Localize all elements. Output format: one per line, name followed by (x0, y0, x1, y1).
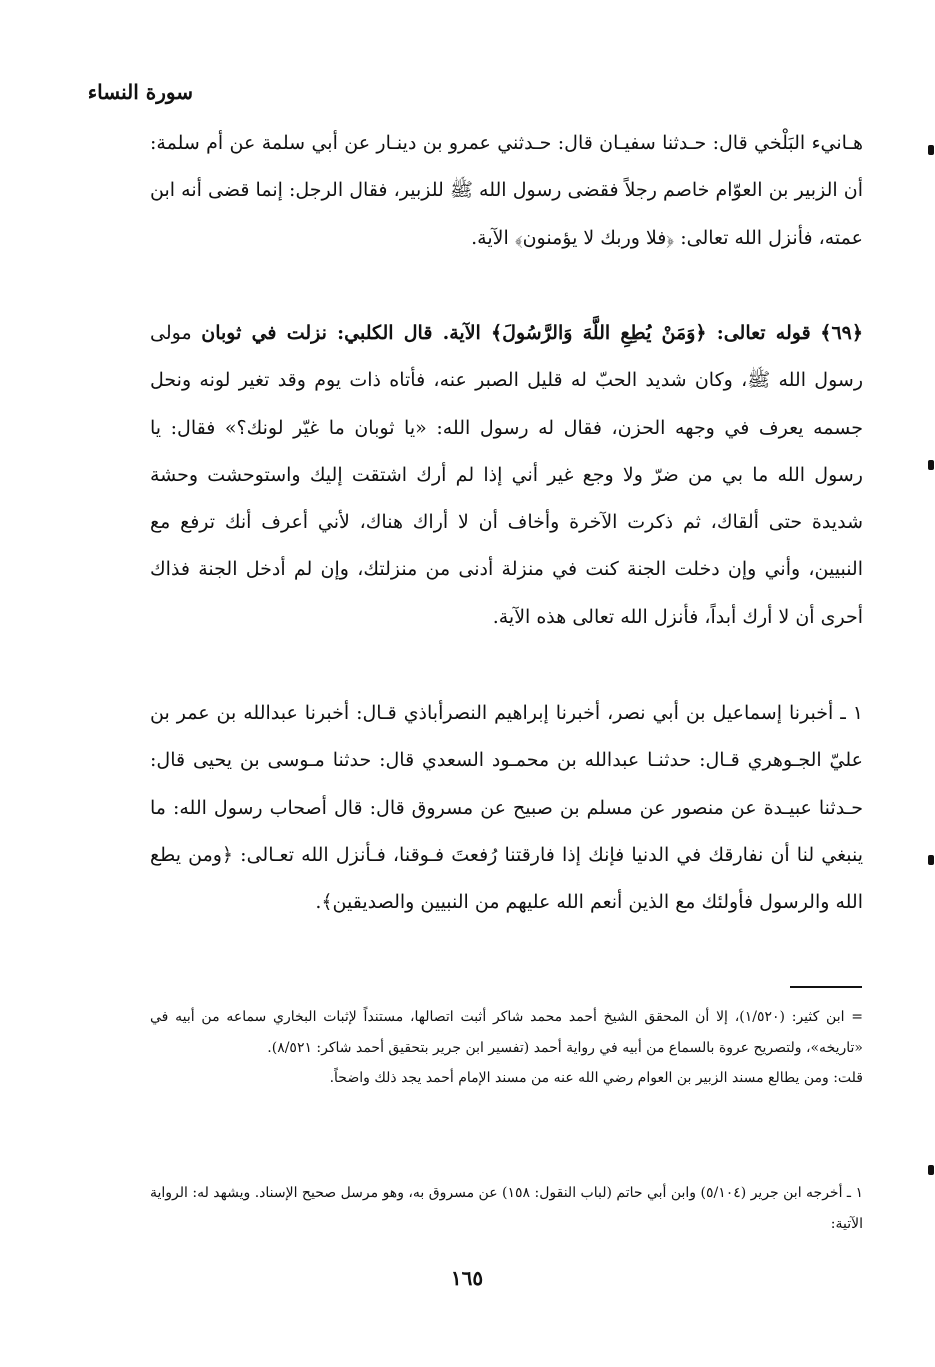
paragraph-2-text (150, 310, 863, 641)
margin-mark (928, 855, 934, 865)
footnote-1 (150, 1178, 863, 1239)
paragraph-1-text: هـانيء البَلْخي قال: حـدثنا سفيـان قال: حـدثني عمرو بن دينـار عن أبي سلمة عن أم سلمة: أن الزبير بن العوّام خاصم رجلاً فقضى رسول الله ﷺ للزبير، فقال الرجل: إنما قضى أنه ابن عمته، فأنزل الله تعالى: ﴿فلا وربك لا يؤمنون﴾ الآية. (150, 132, 863, 249)
footnote-1-text: ١ ـ أخرجه ابن جرير (٥/١٠٤) وابن أبي حاتم (لباب النقول: ١٥٨) عن مسروق به، وهو مرسل صحيح الإسناد. ويشهد له: الرواية الآتية: (149, 1185, 863, 1232)
margin-mark (928, 1165, 934, 1175)
margin-mark (928, 460, 934, 470)
surah-title: سورة النساء (87, 80, 193, 104)
running-header (73, 78, 193, 106)
footnote-continuation (150, 1002, 863, 1094)
paragraph-3 (150, 690, 863, 926)
page-number: ١٦٥ (450, 1266, 484, 1290)
margin-mark (928, 145, 934, 155)
footnote-1-line-2: قلت: ومن يطالع مسند الزبير بن العوام رضي الله عنه من مسند الإمام أحمد يجد ذلك واضحاً. (329, 1070, 863, 1087)
verse-number: ﴿٦٩﴾ (820, 322, 863, 344)
paragraph-2-body: مولى رسول الله ﷺ، وكان شديد الحبّ له قليل الصبر عنه، فأتاه ذات يوم وقد تغير لونه ونحل جسمه يعرف في وجهه الحزن، فقال له رسول الله: «يا ثوبان ما غيّر لونك؟» فقال: يا رسول الله ما بي من ضرّ ولا وجع غير أني إذا لم أرك اشتقت إليك واستوحشت وحشة شديدة حتى ألقاك، ثم ذكرت الآخرة وأخاف أن لا أراك هناك، لأني أعرف أنك ترفع مع النبيين، وأني وإن دخلت الجنة كنت في منزلة أدنى من منزلتك، وإن لم أدخل الجنة فذاك أحرى أن لا أرك أبداً، فأنزل الله تعالى هذه الآية. (150, 322, 863, 628)
paragraph-2-intro: قوله تعالى: ﴿وَمَنْ يُطِعِ اللَّهَ وَالرَّسُولَ﴾ الآية. قال الكلبي: نزلت في ثوبان (201, 322, 811, 344)
paragraph-3-text: ١ ـ أخبرنا إسماعيل بن أبي نصر، أخبرنا إبراهيم النصرأباذي قـال: أخبرنا عبدالله بن عمر بن عليّ الجـوهري قـال: حدثنـا عبدالله بن محمـود السعدي قال: حدثنا مـوسى بن يحيى قال: حـدثنا عبيـدة عن منصور عن مسلم بن صبيح عن مسروق قال: قال أصحاب رسول الله: ما ينبغي لنا أن نفارقك في الدنيا فإنك إذا فارقتنا رُفعتَ فـوقنا، فـأنزل الله تعـالى: ﴿ومن يطع الله والرسول فأولئك مع الذين أنعم الله عليهم من النبيين والصديقين﴾. (150, 702, 863, 914)
footnote-separator (790, 986, 862, 988)
paragraph-2 (150, 310, 863, 641)
paragraph-1 (150, 120, 863, 262)
footnote-1-line-1: = ابن كثير: (١/٥٢٠)، إلا أن المحقق الشيخ أحمد محمد شاكر أثبت اتصالها، مستنداً لإثبات البخاري سماعه من أبيه في «تاريخه»، ولتصريح عروة بالسماع من أبيه في رواية أحمد (تفسير ابن جرير بتحقيق أحمد شاكر: ٨/٥٢١). (150, 1009, 863, 1056)
